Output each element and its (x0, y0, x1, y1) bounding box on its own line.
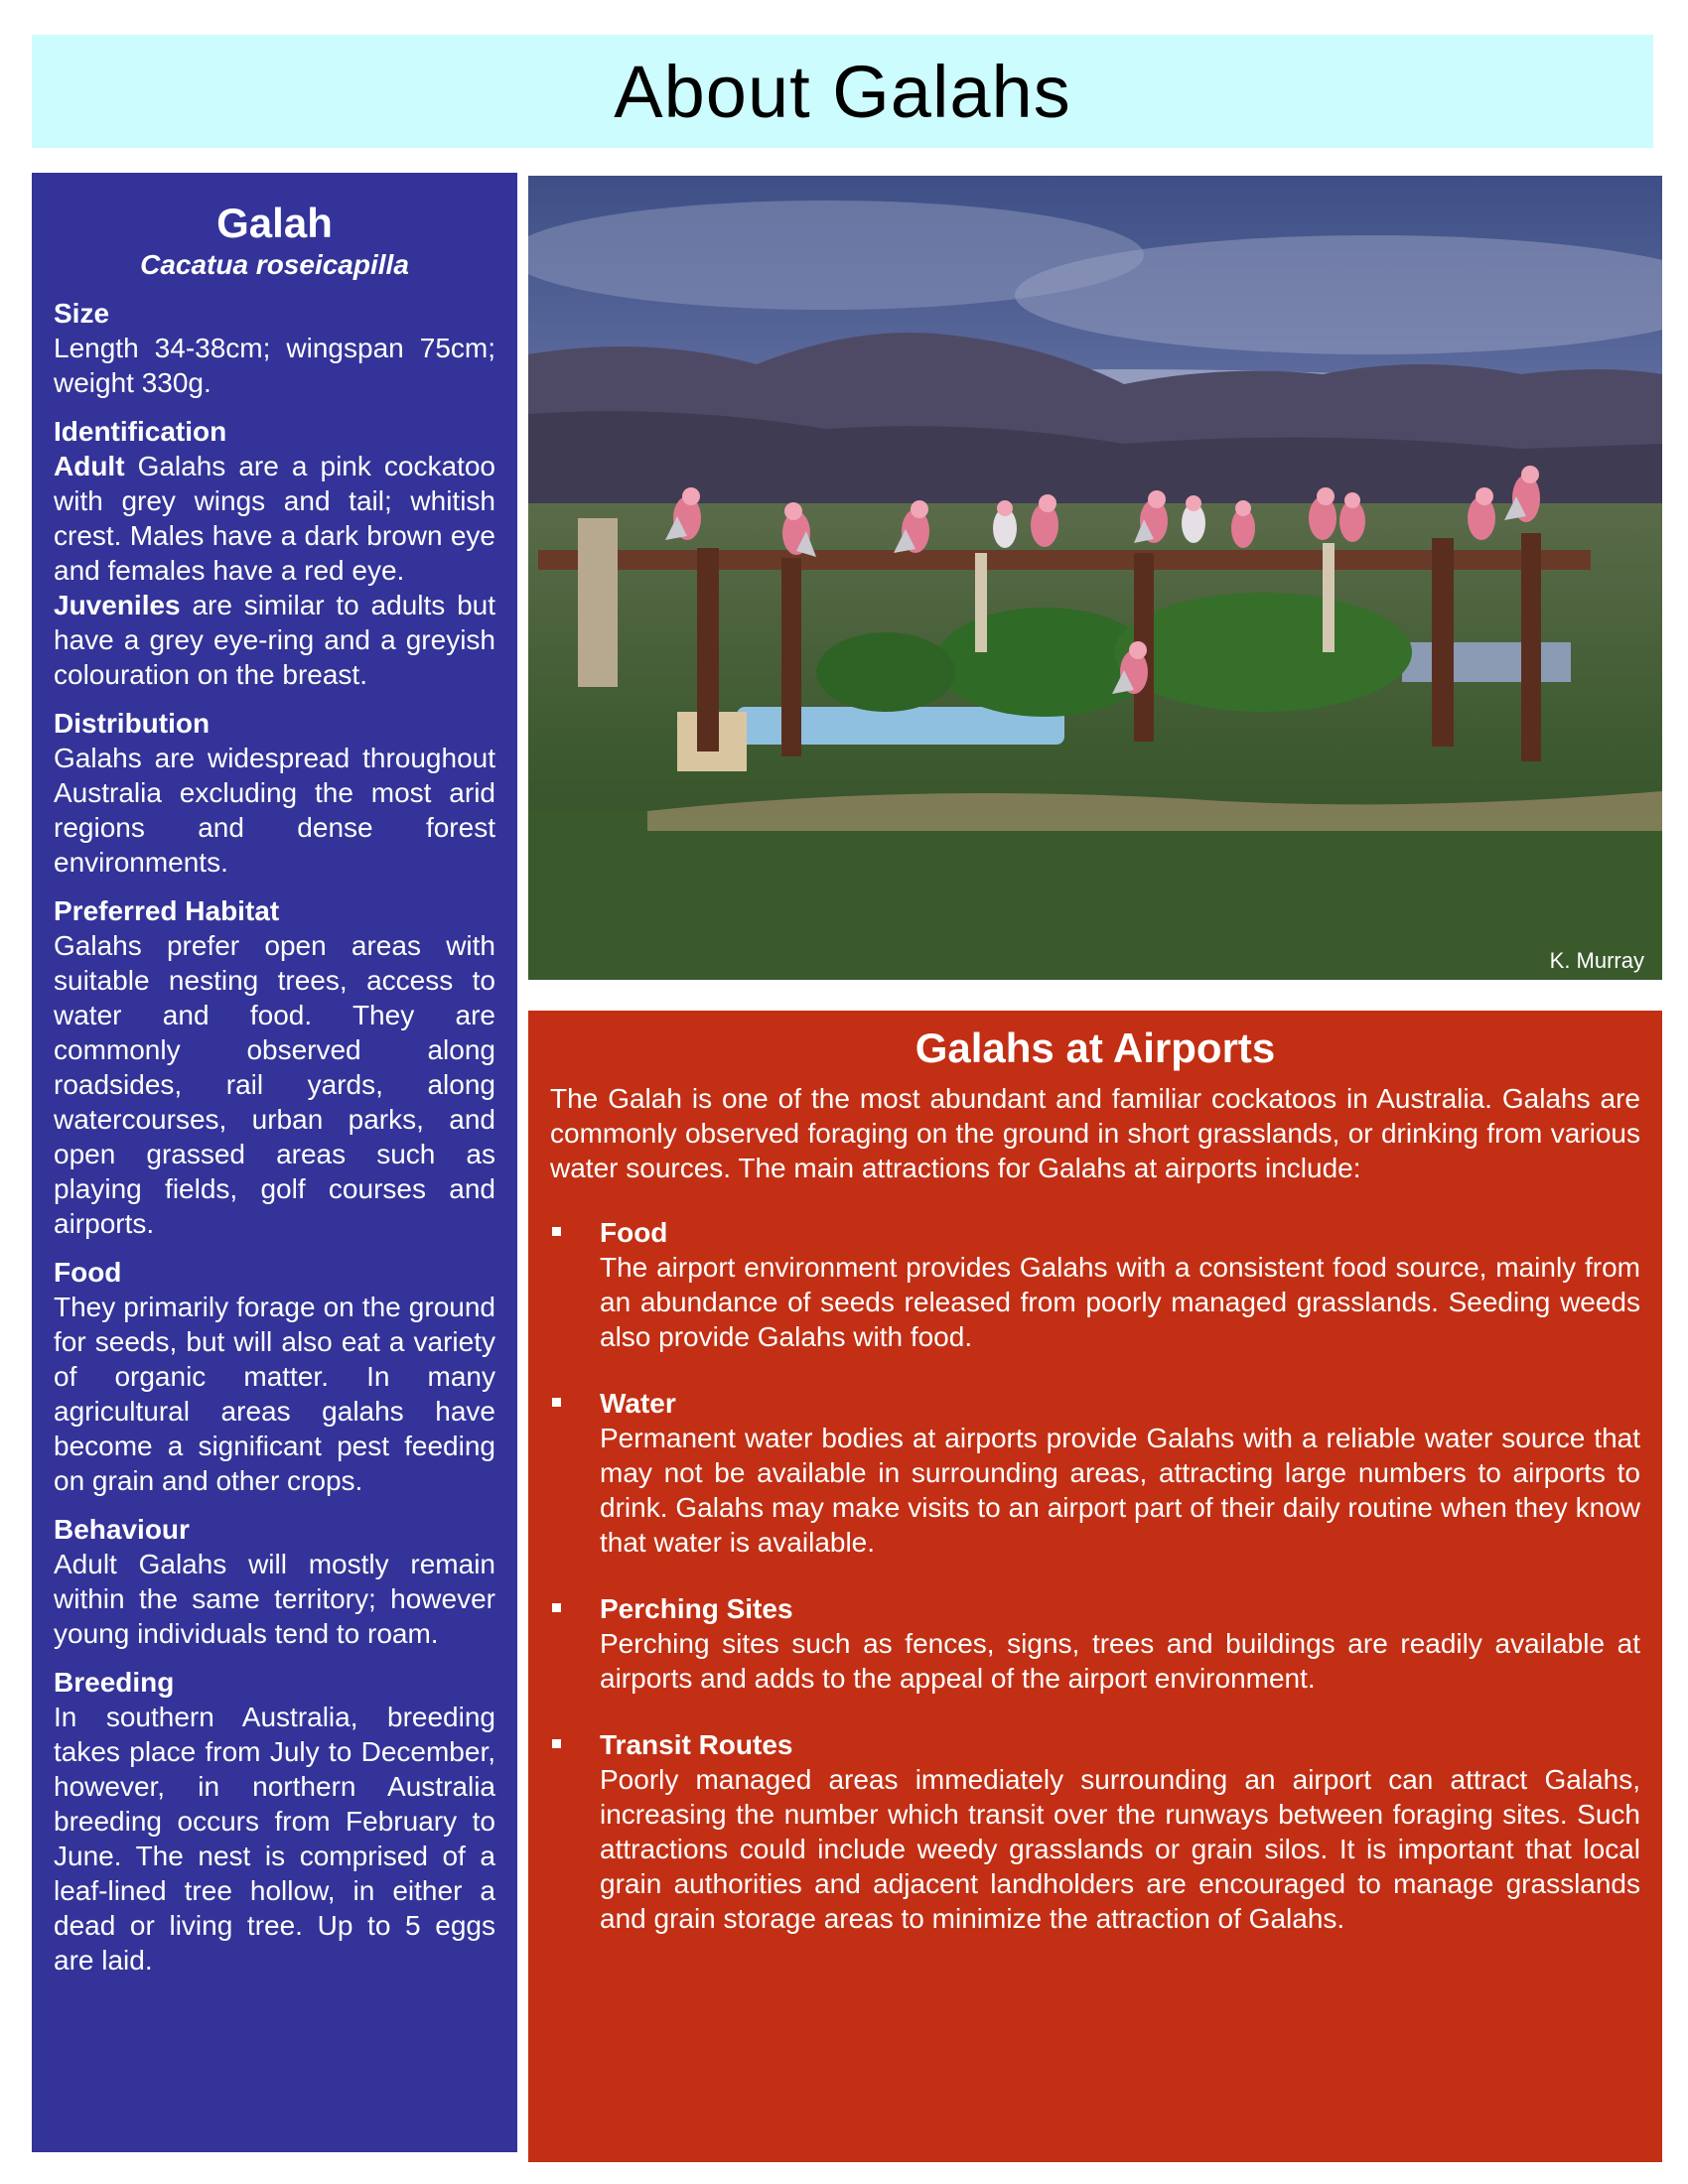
page-title: About Galahs (614, 50, 1071, 133)
airports-panel (528, 1011, 1662, 2162)
food-text: They primarily forage on the ground for seeds, but will also eat a variety of organic matter. In many agricultural areas galahs have become a significant pest feeding on grain and other crops. (54, 1291, 495, 1496)
species-name: Galah (216, 200, 333, 246)
breeding-heading: Breeding (54, 1666, 175, 1698)
list-item (550, 1215, 1640, 1354)
behaviour-heading: Behaviour (54, 1513, 190, 1545)
breeding-text: In southern Australia, breeding takes place from July to December, however, in northern Australia breeding occurs from February to June. The nest is comprised of a leaf-lined tree hollow, in either a dead or living tree. Up to 5 eggs are laid. (54, 1701, 495, 1976)
food-section (54, 1255, 495, 1498)
juvenile-label: Juveniles (54, 589, 181, 620)
breeding-section (54, 1665, 495, 1978)
distribution-text: Galahs are widespread throughout Australia excluding the most arid regions and dense forest environments. (54, 742, 495, 878)
identification-adult (54, 449, 495, 588)
attraction-text: The airport environment provides Galahs with a consistent food source, mainly from an abundance of seeds released from poorly managed grasslands. Seeding weeds also provide Galahs with food. (600, 1251, 1640, 1352)
attraction-heading: Perching Sites (600, 1592, 793, 1624)
species-sidebar (32, 173, 517, 2152)
airports-title: Galahs at Airports (914, 1024, 1276, 1071)
list-item (550, 1591, 1640, 1696)
adult-label: Adult (54, 450, 125, 481)
attraction-heading: Food (600, 1216, 668, 1248)
identification-section (54, 414, 495, 692)
list-item (550, 1727, 1640, 1936)
list-item (550, 1386, 1640, 1560)
habitat-text: Galahs prefer open areas with suitable nesting trees, access to water and food. They are commonly observed along roadsides, rail yards, along watercourses, urban parks, and open grassed areas such as playing fields, golf courses and airports. (54, 929, 495, 1239)
bullet-icon (552, 1739, 561, 1748)
behaviour-section (54, 1512, 495, 1651)
size-section (54, 296, 495, 400)
behaviour-text: Adult Galahs will mostly remain within the same territory; however young individuals tend to roam. (54, 1548, 495, 1649)
food-heading: Food (54, 1256, 122, 1288)
species-scientific-name: Cacatua roseicapilla (140, 249, 409, 281)
attraction-heading: Water (600, 1387, 676, 1419)
bullet-icon (552, 1603, 561, 1612)
galahs-photo (528, 176, 1662, 980)
title-bar (32, 35, 1653, 148)
size-heading: Size (54, 297, 110, 329)
attraction-text: Perching sites such as fences, signs, trees and buildings are readily available at airports and adds to the appeal of the airport environment. (600, 1627, 1640, 1694)
bullet-icon (552, 1227, 561, 1236)
identification-juvenile (54, 588, 495, 692)
galahs-on-fence-illustration (528, 176, 1662, 980)
habitat-section (54, 893, 495, 1241)
attraction-text: Permanent water bodies at airports provide Galahs with a reliable water source that may not be available in surrounding areas, attracting large numbers to airports to drink. Galahs may make visits to an airport part of their daily routine when they know that water is available. (600, 1422, 1640, 1558)
airports-intro: The Galah is one of the most abundant and familiar cockatoos in Australia. Galahs are commonly observed foraging on the ground in short grasslands, or drinking from various water sources. The main attractions for Galahs at airports include: (550, 1082, 1640, 1183)
bullet-icon (552, 1398, 561, 1407)
distribution-heading: Distribution (54, 707, 211, 739)
identification-heading: Identification (54, 415, 227, 447)
juvenile-text: are similar to adults but have a grey eye-ring and a greyish colouration on the breast. (54, 589, 495, 690)
distribution-section (54, 706, 495, 880)
attraction-text: Poorly managed areas immediately surrounding an airport can attract Galahs, increasing the number which transit over the runways between foraging sites. Such attractions could include weedy grasslands or grain silos. It is important that local grain authorities and adjacent landholders are encouraged to manage grasslands and grain storage areas to minimize the attraction of Galahs. (600, 1763, 1640, 1934)
size-text: Length 34-38cm; wingspan 75cm; weight 330g. (54, 332, 495, 398)
attraction-heading: Transit Routes (600, 1728, 793, 1760)
habitat-heading: Preferred Habitat (54, 894, 280, 926)
photo-credit: K. Murray (1549, 948, 1644, 973)
attractions-list (550, 1215, 1640, 1936)
adult-text: Galahs are a pink cockatoo with grey wings and tail; whitish crest. Males have a dark brown eye and females have a red eye. (54, 450, 495, 586)
